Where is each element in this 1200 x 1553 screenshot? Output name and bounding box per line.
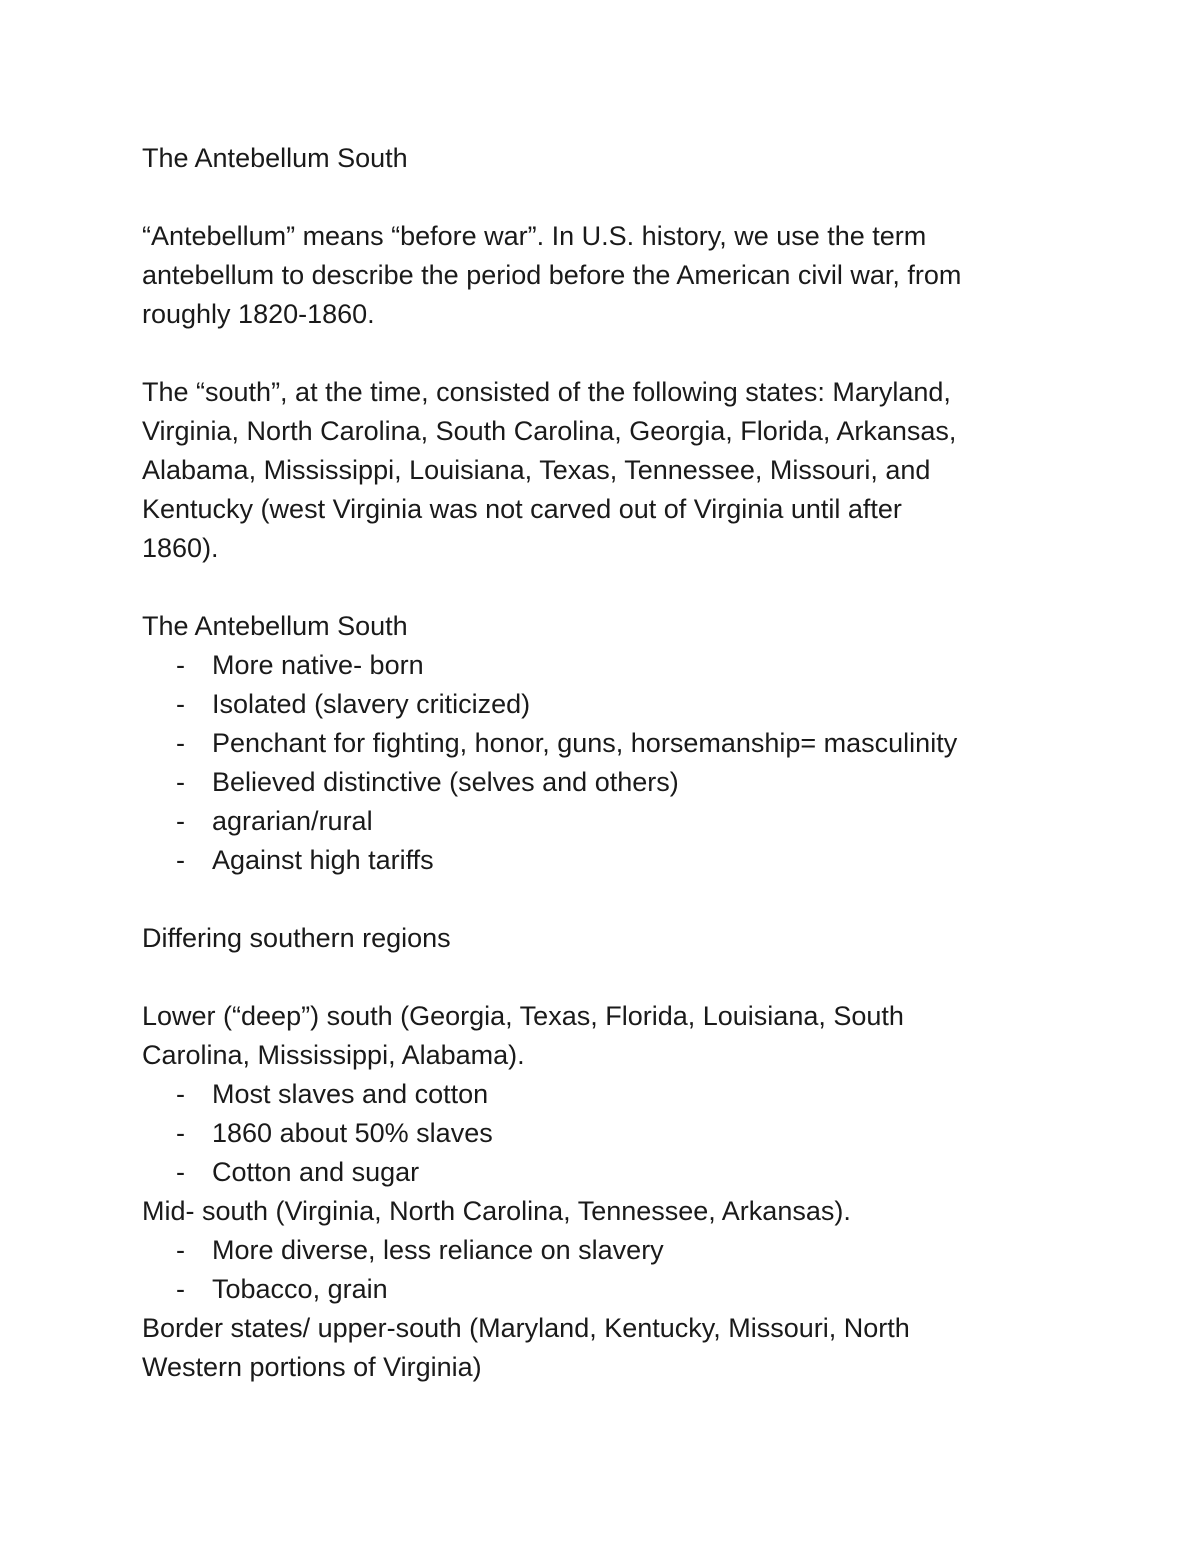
spacer bbox=[142, 958, 1102, 997]
list-item-text: 1860 about 50% slaves bbox=[212, 1118, 493, 1148]
characteristics-list bbox=[142, 646, 1102, 880]
document-page bbox=[142, 139, 1102, 1387]
document-title: The Antebellum South bbox=[142, 143, 408, 173]
south-states-line: Alabama, Mississippi, Louisiana, Texas, Tennessee, Missouri, and bbox=[142, 455, 931, 485]
list-item-text: More diverse, less reliance on slavery bbox=[212, 1235, 664, 1265]
spacer bbox=[142, 178, 1102, 217]
south-states-line: The “south”, at the time, consisted of the following states: Maryland, bbox=[142, 377, 951, 407]
list-item-text: Isolated (slavery criticized) bbox=[212, 689, 531, 719]
list-item bbox=[142, 1270, 1102, 1309]
list-item bbox=[142, 802, 1102, 841]
list-item-text: Most slaves and cotton bbox=[212, 1079, 489, 1109]
dash-bullet: - bbox=[176, 806, 185, 836]
list-item bbox=[142, 1075, 1102, 1114]
dash-bullet: - bbox=[176, 1157, 185, 1187]
characteristics-heading: The Antebellum South bbox=[142, 611, 408, 641]
list-item-text: agrarian/rural bbox=[212, 806, 373, 836]
dash-bullet: - bbox=[176, 767, 185, 797]
dash-bullet: - bbox=[176, 689, 185, 719]
list-item-text: Believed distinctive (selves and others) bbox=[212, 767, 679, 797]
list-item bbox=[142, 841, 1102, 880]
intro-line: roughly 1820-1860. bbox=[142, 299, 375, 329]
lower-south-section bbox=[142, 997, 1102, 1192]
list-item-text: Against high tariffs bbox=[212, 845, 434, 875]
list-item bbox=[142, 1153, 1102, 1192]
mid-south-list bbox=[142, 1231, 1102, 1309]
south-states-line: Virginia, North Carolina, South Carolina, Georgia, Florida, Arkansas, bbox=[142, 416, 957, 446]
lower-south-list bbox=[142, 1075, 1102, 1192]
dash-bullet: - bbox=[176, 1274, 185, 1304]
list-item bbox=[142, 1114, 1102, 1153]
intro-line: “Antebellum” means “before war”. In U.S. history, we use the term bbox=[142, 221, 927, 251]
dash-bullet: - bbox=[176, 728, 185, 758]
list-item-text: Cotton and sugar bbox=[212, 1157, 420, 1187]
south-states-line: Kentucky (west Virginia was not carved out of Virginia until after bbox=[142, 494, 902, 524]
list-item-text: Tobacco, grain bbox=[212, 1274, 388, 1304]
lower-south-line: Carolina, Mississippi, Alabama). bbox=[142, 1040, 525, 1070]
list-item bbox=[142, 763, 1102, 802]
spacer bbox=[142, 334, 1102, 373]
border-states-line: Border states/ upper-south (Maryland, Kentucky, Missouri, North bbox=[142, 1313, 910, 1343]
spacer bbox=[142, 568, 1102, 607]
lower-south-line: Lower (“deep”) south (Georgia, Texas, Florida, Louisiana, South bbox=[142, 1001, 904, 1031]
spacer bbox=[142, 880, 1102, 919]
dash-bullet: - bbox=[176, 1118, 185, 1148]
dash-bullet: - bbox=[176, 1235, 185, 1265]
list-item bbox=[142, 724, 1102, 763]
list-item-text: More native- born bbox=[212, 650, 424, 680]
border-states-section bbox=[142, 1309, 1102, 1387]
dash-bullet: - bbox=[176, 845, 185, 875]
dash-bullet: - bbox=[176, 1079, 185, 1109]
list-item bbox=[142, 1231, 1102, 1270]
regions-heading: Differing southern regions bbox=[142, 923, 451, 953]
list-item bbox=[142, 646, 1102, 685]
south-states-paragraph bbox=[142, 373, 1102, 568]
border-states-line: Western portions of Virginia) bbox=[142, 1352, 482, 1382]
south-states-line: 1860). bbox=[142, 533, 219, 563]
mid-south-section bbox=[142, 1192, 1102, 1309]
list-item-text: Penchant for fighting, honor, guns, horsemanship= masculinity bbox=[212, 728, 958, 758]
list-item bbox=[142, 685, 1102, 724]
dash-bullet: - bbox=[176, 650, 185, 680]
mid-south-line: Mid- south (Virginia, North Carolina, Tennessee, Arkansas). bbox=[142, 1196, 851, 1226]
intro-paragraph bbox=[142, 217, 1102, 334]
intro-line: antebellum to describe the period before the American civil war, from bbox=[142, 260, 962, 290]
